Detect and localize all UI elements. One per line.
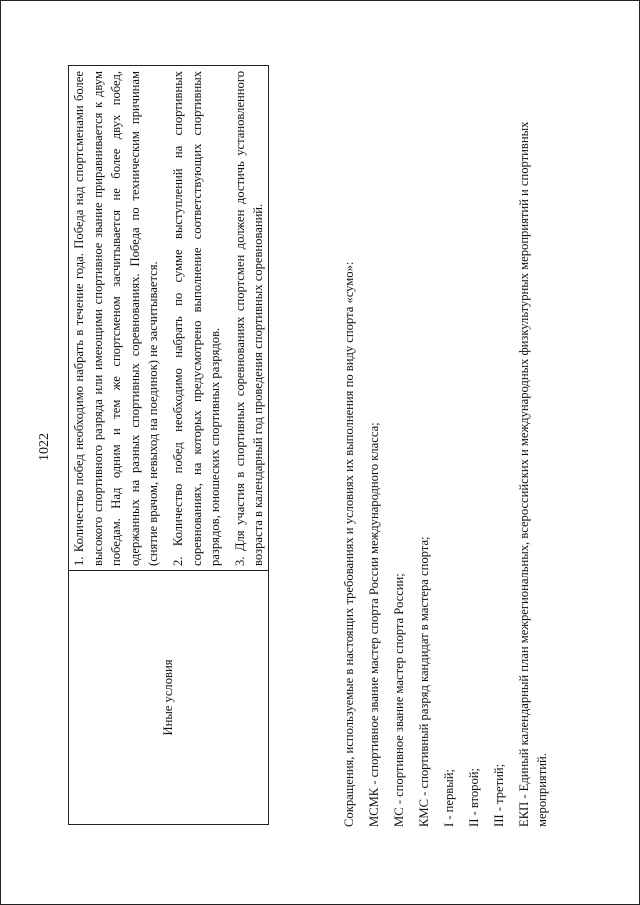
abbreviation-item: II - второй; xyxy=(466,768,481,827)
abbreviation-item: МС - спортивное звание мастер спорта России; xyxy=(391,573,406,827)
abbreviations-intro: Сокращения, используемые в настоящих требованиях и условиях их выполнения по виду спорта «сумо»: xyxy=(342,261,356,827)
abbreviations-section xyxy=(340,57,558,827)
abbreviation-item: I - первый; xyxy=(441,769,456,827)
conditions-table xyxy=(68,65,269,825)
row-label: Иные условия xyxy=(69,571,269,825)
abbreviation-item: III - третий; xyxy=(491,763,506,827)
abbreviation-item: ЕКП - Единый календарный план межрегиональных, всероссийских и международных физкультурных мероприятий и спортивных мероприятий. xyxy=(516,121,550,827)
abbreviation-item: МСМК - спортивное звание мастер спорта России международного класса; xyxy=(366,422,381,827)
page-number: 1022 xyxy=(37,433,52,461)
condition-1: 1. Количество побед необходимо набрать в течение года. Победа над спортсменами более высокого спортивного разряда или имеющими спортивное звание приравнивается к двум победам. Над одним и тем же спортсменом засчитывается не более двух побед, одержанных на разных спортивных соревнованиях. Победа по техническим причинам (снятие врачом, невыход на поединок) не засчитывается. xyxy=(72,71,161,566)
condition-3: 3. Для участия в спортивных соревнованиях спортсмен должен достичь установленного возраста в календарный год проведения спортивных соревнований. xyxy=(232,71,266,566)
table-row xyxy=(69,66,269,825)
condition-2: 2. Количество побед необходимо набрать по сумме выступлений на спортивных соревнованиях, на которых предусмотрено выполнение соответствующих спортивных разрядов, юношеских спортивных разрядов. xyxy=(170,71,223,566)
conditions-cell xyxy=(69,66,269,571)
abbreviation-item: КМС - спортивный разряд кандидат в мастера спорта; xyxy=(416,536,431,827)
